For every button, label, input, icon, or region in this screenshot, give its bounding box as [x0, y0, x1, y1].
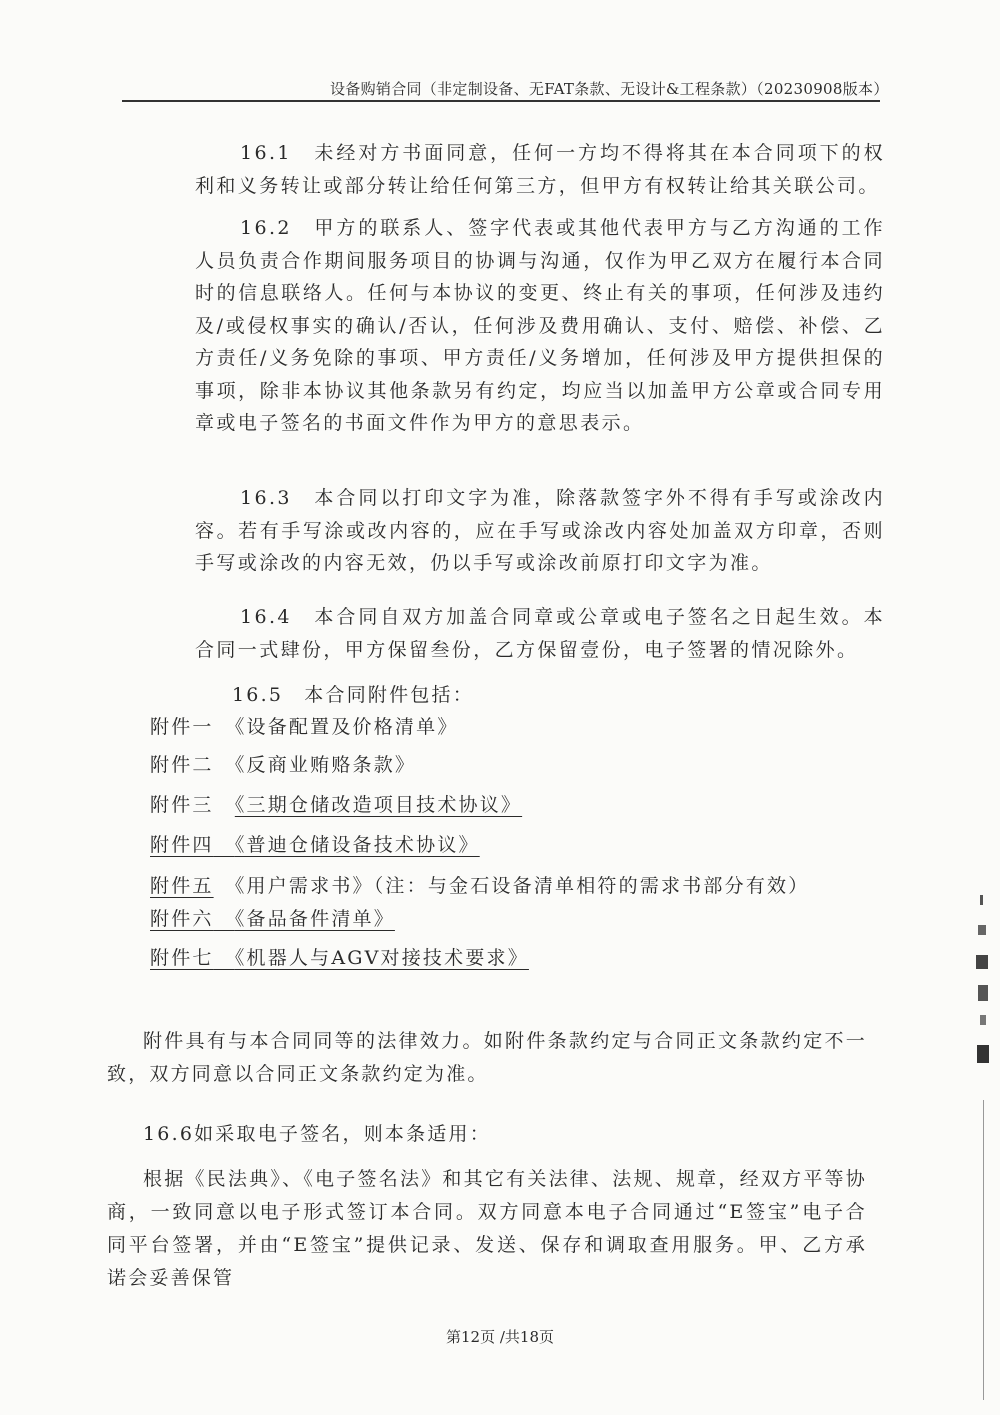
list-item [150, 904, 395, 931]
clause-16-3: 16.3 本合同以打印文字为准，除落款签字外不得有手写或涂改内容。若有手写涂或改内容的，应在手写或涂改内容处加盖双方印章，否则手写或涂改的内容无效，仍以手写或涂改前原打印文字为准。 [195, 487, 885, 574]
page-number: 第12页 /共18页 [446, 1328, 554, 1346]
list-item [150, 750, 416, 777]
list-item [150, 871, 809, 898]
attachment-label: 附件一 [150, 716, 214, 738]
list-item [150, 943, 529, 970]
attachment-label: 附件六 [150, 908, 214, 930]
clause-16-6: 16.6如采取电子签名，则本条适用： [143, 1123, 491, 1145]
list-item [150, 830, 480, 857]
list-item [150, 790, 522, 817]
scan-edge-line [983, 1100, 984, 1400]
seal-edge-marks [972, 895, 994, 1075]
attachment-title: 《设备配置及价格清单》 [234, 716, 459, 738]
attachment-label: 附件七 [150, 947, 214, 969]
clause-16-5: 16.5 本合同附件包括： [232, 684, 474, 706]
clause-16-2: 16.2 甲方的联系人、签字代表或其他代表甲方与乙方沟通的工作人员负责合作期间服务项目的协调与沟通，仅作为甲乙双方在履行本合同时的信息联络人。任何与本协议的变更、终止有关的事项，任何涉及违约及/或侵权事实的确认/否认，任何涉及费用确认、支付、赔偿、补偿、乙方责任/义务免除的事项、甲方责任/义务增加，任何涉及甲方提供担保的事项，除非本协议其他条款另有约定，均应当以加盖甲方公章或合同专用章或电子签名的书面文件作为甲方的意思表示。 [195, 217, 885, 434]
attachment-title: 《用户需求书》（注：与金石设备清单相符的需求书部分有效） [234, 875, 810, 897]
list-item [150, 712, 459, 739]
attachment-title: 《反商业贿赂条款》 [234, 754, 417, 776]
esign-paragraph: 根据《民法典》、《电子签名法》和其它有关法律、法规、规章，经双方平等协商，一致同意以电子形式签订本合同。双方同意本电子合同通过“E签宝”电子合同平台签署，并由“E签宝”提供记录、发送、保存和调取查用服务。甲、乙方承诺会妥善保管 [107, 1168, 867, 1289]
attachment-title: 《备品备件清单》 [234, 908, 395, 930]
attachment-title: 《三期仓储改造项目技术协议》 [234, 794, 523, 816]
attachment-label: 附件二 [150, 754, 214, 776]
attachment-title: 《机器人与AGV对接技术要求》 [234, 947, 529, 969]
header-title: 设备购销合同（非定制设备、无FAT条款、无设计&工程条款）（20230908版本） [330, 80, 889, 98]
attachment-label: 附件三 [150, 794, 214, 816]
attachment-title: 《普迪仓储设备技术协议》 [234, 834, 480, 856]
clause-16-4: 16.4 本合同自双方加盖合同章或公章或电子签名之日起生效。本合同一式肆份，甲方保留叁份，乙方保留壹份，电子签署的情况除外。 [195, 606, 885, 661]
attachment-label: 附件五 [150, 875, 214, 897]
clause-16-1: 16.1 未经对方书面同意，任何一方均不得将其在本合同项下的权利和义务转让或部分转让给任何第三方，但甲方有权转让给其关联公司。 [195, 142, 885, 197]
attachment-label: 附件四 [150, 834, 214, 856]
header-rule [122, 100, 880, 102]
attachment-effect-paragraph: 附件具有与本合同同等的法律效力。如附件条款约定与合同正文条款约定不一致，双方同意以合同正文条款约定为准。 [107, 1030, 867, 1085]
